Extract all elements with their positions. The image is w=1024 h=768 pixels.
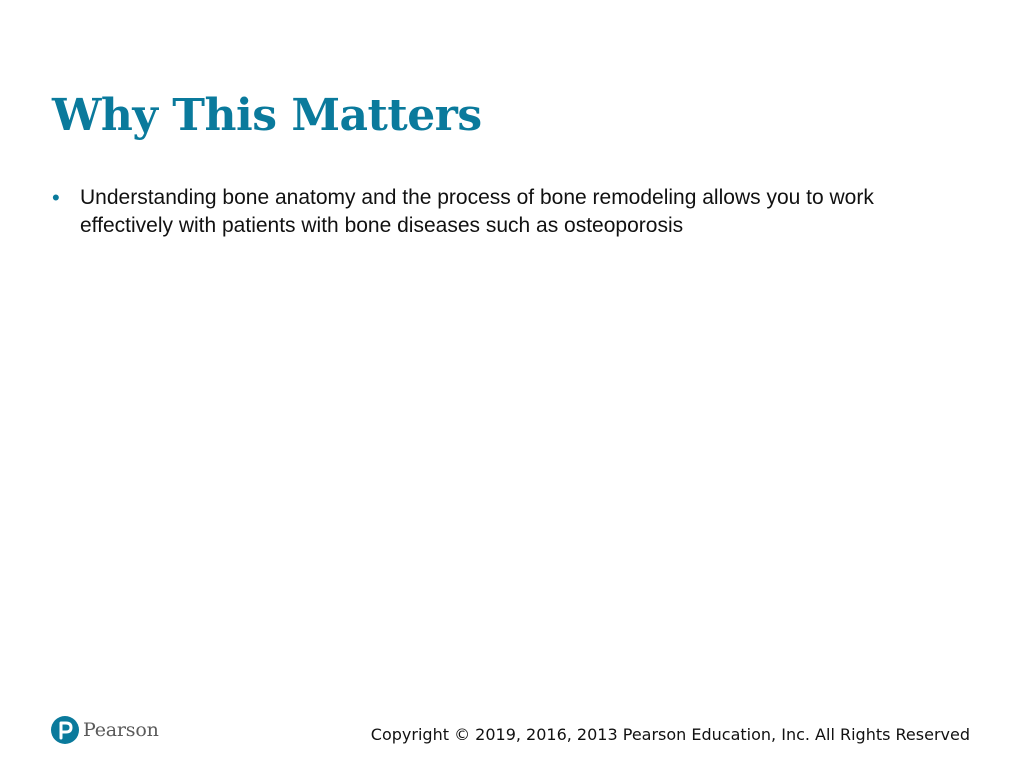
- pearson-logo-icon: [51, 714, 79, 746]
- copyright-text: Copyright © 2019, 2016, 2013 Pearson Education, Inc. All Rights Reserved: [370, 725, 970, 744]
- pearson-logo: [51, 714, 159, 746]
- logo-text: Pearson: [83, 719, 159, 741]
- bullet-text: Understanding bone anatomy and the process of bone remodeling allows you to work effectively with patients with bone diseases such as osteoporosis: [80, 186, 874, 237]
- bullet-list: [52, 184, 952, 240]
- slide-title: Why This Matters: [52, 90, 482, 141]
- bullet-dot-icon: •: [52, 185, 60, 210]
- bullet-item: [52, 184, 952, 240]
